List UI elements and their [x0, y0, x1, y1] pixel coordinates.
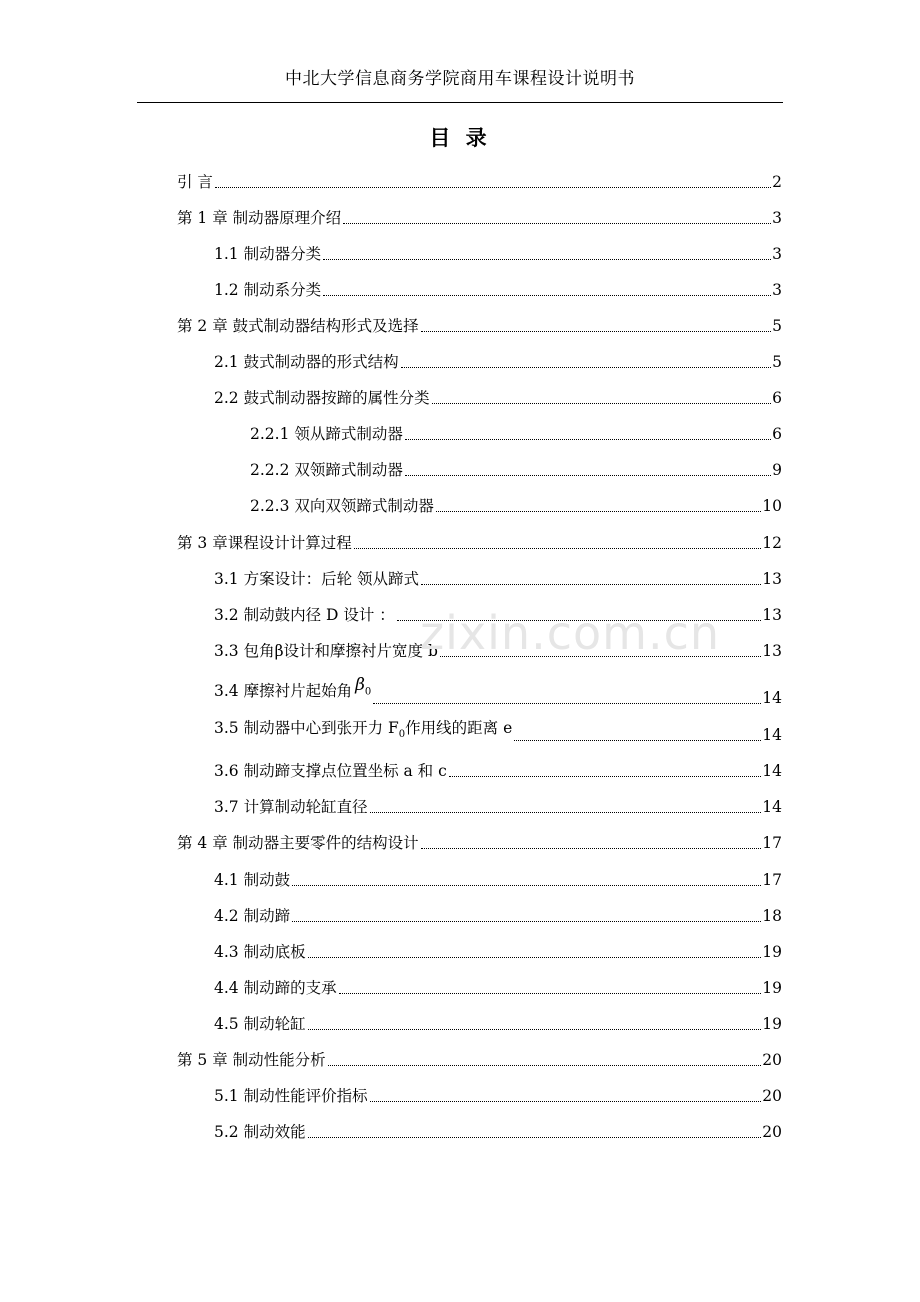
toc-entry[interactable] [214, 866, 782, 890]
toc-entry-text: 引 言 [177, 173, 213, 191]
toc-page-number: 20 [762, 1123, 782, 1141]
toc-page-number: 5 [772, 353, 782, 371]
toc-dot-leader [215, 187, 771, 188]
toc-dot-leader [401, 367, 772, 368]
toc-entry-label: 3.5 制动器中心到张开力 F [214, 718, 399, 737]
toc-entry[interactable] [214, 938, 782, 962]
toc-dot-leader [292, 885, 761, 886]
toc-page-number: 5 [772, 317, 782, 335]
toc-entry-text: 第 1 章 制动器原理介绍 [177, 209, 342, 227]
toc-entry[interactable] [214, 565, 782, 589]
toc-entry-text: 2.2 鼓式制动器按蹄的属性分类 [214, 389, 430, 407]
toc-entry-text: 2.1 鼓式制动器的形式结构 [214, 353, 399, 371]
toc-dot-leader [308, 957, 762, 958]
toc-entry-text [214, 718, 512, 745]
toc-page-number: 20 [762, 1087, 782, 1105]
toc-dot-leader [436, 511, 761, 512]
toc-entry[interactable] [250, 420, 782, 444]
toc-page-number: 6 [772, 425, 782, 443]
toc-entry[interactable] [214, 718, 782, 745]
toc-page-number: 14 [762, 726, 782, 744]
toc-page-number: 2 [772, 173, 782, 191]
toc-entry-text: 2.2.3 双向双领蹄式制动器 [250, 497, 434, 515]
toc-dot-leader [449, 776, 761, 777]
toc-entry-text: 4.4 制动蹄的支承 [214, 979, 337, 997]
toc-entry-text: 3.7 计算制动轮缸直径 [214, 798, 368, 816]
toc-entry[interactable] [250, 456, 782, 480]
beta-subscript: 0 [364, 686, 372, 697]
toc-entry[interactable] [214, 1010, 782, 1034]
toc-page-number: 17 [762, 871, 782, 889]
toc-entry-text: 3.3 包角β设计和摩擦衬片宽度 b [214, 642, 438, 660]
toc-page-number: 13 [762, 570, 782, 588]
toc-entry[interactable] [214, 1118, 782, 1142]
toc-entry-text: 第 3 章课程设计计算过程 [177, 534, 352, 552]
toc-page-number: 13 [762, 642, 782, 660]
toc-entry[interactable] [214, 674, 782, 708]
toc-dot-leader [405, 439, 771, 440]
toc-entry[interactable] [177, 312, 782, 336]
toc-dot-leader [308, 1137, 762, 1138]
toc-dot-leader [343, 223, 771, 224]
toc-entry-text [214, 674, 372, 708]
toc-dot-leader [370, 812, 762, 813]
page-header-title: 中北大学信息商务学院商用车课程设计说明书 [285, 69, 635, 89]
toc-entry[interactable] [214, 348, 782, 372]
toc-page-number: 10 [762, 497, 782, 515]
toc-dot-leader [323, 295, 771, 296]
toc-page-number: 6 [772, 389, 782, 407]
toc-page-number: 3 [772, 209, 782, 227]
toc-page-number: 19 [762, 943, 782, 961]
toc-dot-leader [308, 1029, 762, 1030]
toc-dot-leader [323, 259, 771, 260]
toc-dot-leader [514, 740, 761, 741]
toc-dot-leader [370, 1101, 762, 1102]
toc-page-number: 20 [762, 1051, 782, 1069]
toc-entry-label: 3.4 摩擦衬片起始角 [214, 681, 353, 700]
toc-title: 目 录 [429, 126, 491, 150]
toc-dot-leader [339, 993, 762, 994]
toc-entry-text: 4.2 制动蹄 [214, 907, 291, 925]
toc-entry[interactable] [214, 384, 782, 408]
toc-page-number: 9 [772, 461, 782, 479]
toc-entry-text: 3.6 制动蹄支撑点位置坐标 a 和 c [214, 762, 447, 780]
toc-page-number: 17 [762, 834, 782, 852]
toc-entry[interactable] [177, 168, 782, 192]
toc-page-number: 13 [762, 606, 782, 624]
toc-entry[interactable] [214, 793, 782, 817]
toc-dot-leader [421, 584, 761, 585]
toc-dot-leader [421, 331, 771, 332]
toc-entry[interactable] [214, 974, 782, 998]
beta-zero-symbol [355, 675, 371, 695]
toc-page-number: 19 [762, 979, 782, 997]
toc-page-number: 14 [762, 689, 782, 707]
toc-dot-leader [328, 1065, 762, 1066]
toc-entry-text: 3.2 制动鼓内径 D 设计 ： [214, 606, 395, 624]
toc-entry[interactable] [177, 529, 782, 553]
toc-entry-text: 第 4 章 制动器主要零件的结构设计 [177, 834, 419, 852]
toc-dot-leader [292, 921, 761, 922]
toc-entry[interactable] [214, 240, 782, 264]
header-divider [137, 102, 783, 103]
toc-entry-text: 5.2 制动效能 [214, 1123, 306, 1141]
toc-entry-text: 1.1 制动器分类 [214, 245, 322, 263]
toc-entry[interactable] [214, 276, 782, 300]
toc-entry-text: 第 5 章 制动性能分析 [177, 1051, 326, 1069]
toc-entry[interactable] [214, 902, 782, 926]
toc-entry-text: 4.1 制动鼓 [214, 871, 291, 889]
toc-page-number: 14 [762, 798, 782, 816]
toc-entry-label-tail: 作用线的距离 e [405, 718, 513, 737]
toc-entry-text: 2.2.1 领从蹄式制动器 [250, 425, 403, 443]
beta-symbol: β [355, 674, 365, 695]
toc-page-number: 3 [772, 281, 782, 299]
f0-subscript: 0 [398, 729, 406, 740]
toc-page-number: 19 [762, 1015, 782, 1033]
toc-entry-text: 5.1 制动性能评价指标 [214, 1087, 368, 1105]
toc-entry-text: 3.1 方案设计：后轮 领从蹄式 [214, 570, 420, 588]
toc-dot-leader [405, 475, 771, 476]
toc-entry[interactable] [250, 492, 782, 516]
toc-entry-text: 4.3 制动底板 [214, 943, 306, 961]
toc-page-number: 18 [762, 907, 782, 925]
toc-entry[interactable] [214, 1082, 782, 1106]
toc-entry[interactable] [177, 204, 782, 228]
toc-entry-text: 2.2.2 双领蹄式制动器 [250, 461, 403, 479]
toc-entry[interactable] [177, 1046, 782, 1070]
toc-page-number: 12 [762, 534, 782, 552]
toc-entry-text: 1.2 制动系分类 [214, 281, 322, 299]
toc-entry[interactable] [177, 829, 782, 853]
watermark: zixin.com.cn [420, 606, 721, 660]
toc-dot-leader [421, 848, 762, 849]
toc-dot-leader [373, 703, 761, 704]
toc-page-number: 14 [762, 762, 782, 780]
toc-dot-leader [354, 548, 762, 549]
toc-entry-text: 4.5 制动轮缸 [214, 1015, 306, 1033]
toc-dot-leader [432, 403, 772, 404]
toc-entry[interactable] [214, 757, 782, 781]
toc-entry-text: 第 2 章 鼓式制动器结构形式及选择 [177, 317, 419, 335]
toc-page-number: 3 [772, 245, 782, 263]
